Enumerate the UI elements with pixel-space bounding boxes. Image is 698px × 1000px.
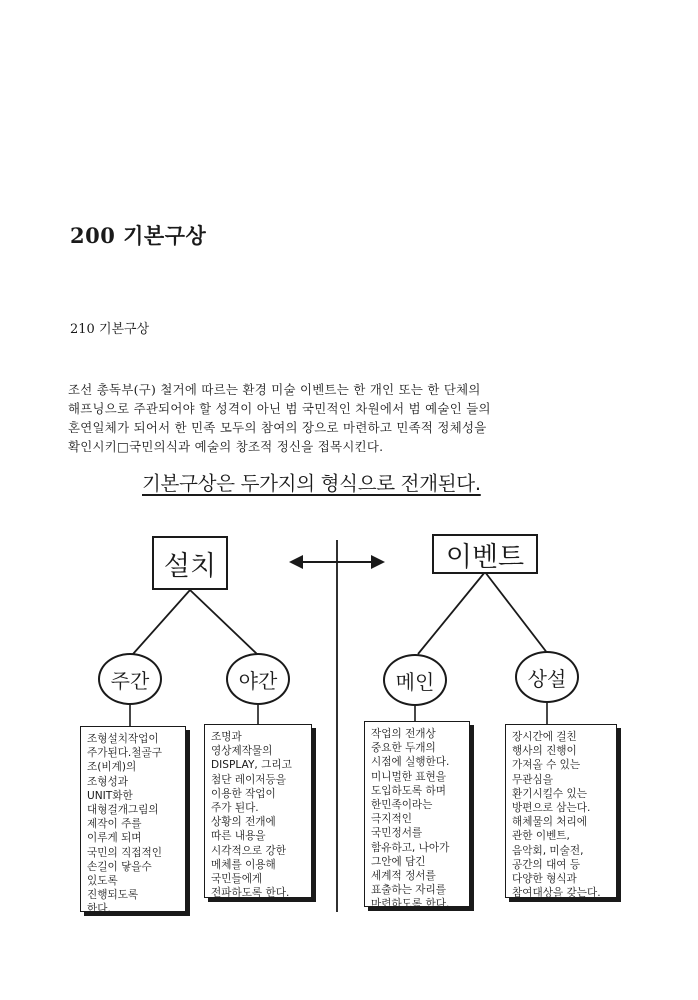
diagram-title: 기본구상은 두가지의 형식으로 전개된다. <box>142 472 481 495</box>
card-line: 이용한 작업이 <box>211 787 276 800</box>
card-line: 해체물의 처리에 <box>512 816 588 829</box>
card-line: UNIT화한 <box>87 789 133 802</box>
card-line: 무관심을 <box>512 773 553 786</box>
paragraph-line: 혼연일체가 되어서 한 민족 모두의 참여의 장으로 마련하고 민족적 정체성을 <box>68 420 487 435</box>
card-line: 공간의 대여 등 <box>512 858 581 871</box>
card-line: 참여대상을 갖는다. <box>512 887 601 900</box>
daytime-label: 주간 <box>110 668 150 693</box>
card-line: 대형걸개그림의 <box>87 804 159 817</box>
card-line: 전파하도록 한다. <box>211 887 290 900</box>
card-line: 한민족이라는 <box>371 799 433 812</box>
card-line: 조(비계)의 <box>87 761 137 774</box>
card-line: 미니멀한 표현을 <box>371 770 447 783</box>
card-line: 이루게 되며 <box>87 832 142 845</box>
card-line: 장시간에 걸친 <box>512 731 577 743</box>
permanent-event-card <box>505 724 617 898</box>
branch-line <box>190 590 257 654</box>
arrow-head-right <box>371 555 385 569</box>
card-line: 관한 이벤트, <box>512 830 570 843</box>
card-line: 한다. <box>87 903 111 916</box>
main-circle <box>383 654 447 706</box>
nighttime-label: 야간 <box>238 668 278 693</box>
daytime-card <box>80 726 186 916</box>
card-line: 표출하는 자리를 <box>371 884 447 897</box>
card-line: 다양한 형식과 <box>512 873 577 886</box>
card-line: 영상제작물의 <box>211 745 273 758</box>
card-line: 주가된다.철골구 <box>87 747 163 760</box>
card-line: 극지적인 <box>371 813 412 826</box>
event-label: 이벤트 <box>445 541 525 573</box>
card-line: 가져올 수 있는 <box>512 759 581 772</box>
card-line: 시각적으로 강한 <box>211 844 287 857</box>
card-line: 첨단 레이저등을 <box>211 773 287 786</box>
card-line: DISPLAY, 그리고 <box>211 759 292 772</box>
branch-line <box>418 572 485 654</box>
card-line: 있도록 <box>87 875 118 888</box>
paragraph-line: 조선 총독부(구) 철거에 따르는 환경 미술 이벤트는 한 개인 또는 한 단체의 <box>68 382 481 397</box>
installation-label: 설치 <box>163 550 217 582</box>
branch-line <box>485 572 548 654</box>
installation-box <box>152 536 228 590</box>
card-line: 환기시킬수 있는 <box>512 787 588 800</box>
card-line: 마련하도록 한다. <box>371 898 450 911</box>
card-line: 조형성과 <box>87 775 128 788</box>
card-line: 조형설치작업이 <box>87 733 159 745</box>
permanent-label: 상설 <box>527 666 567 691</box>
card-line: 주가 된다. <box>211 802 259 815</box>
subsection-heading: 210 기본구상 <box>70 322 150 337</box>
section-heading: 200 기본구상 <box>70 223 207 248</box>
card-line: 따른 내용을 <box>211 830 266 843</box>
card-line: 세계적 정서를 <box>371 870 436 883</box>
daytime-circle <box>98 653 162 705</box>
card-line: 그안에 담긴 <box>371 855 426 868</box>
card-line: 진행되도록 <box>87 889 139 902</box>
card-line: 시점에 실행한다. <box>371 756 450 769</box>
branch-line <box>133 590 190 654</box>
card-line: 조명과 <box>211 731 242 743</box>
event-box <box>432 534 538 574</box>
card-line: 제작이 주를 <box>87 818 142 831</box>
main-label: 메인 <box>395 669 435 694</box>
card-line: 국민정서를 <box>371 827 423 840</box>
card-line: 상황의 전개에 <box>211 816 276 829</box>
card-line: 국민의 직접적인 <box>87 846 163 859</box>
card-line: 손길이 닿을수 <box>87 860 152 873</box>
card-line: 방편으로 삼는다. <box>512 802 591 815</box>
card-line: 음악회, 미술전, <box>512 844 584 857</box>
card-line: 메체를 이용해 <box>211 858 276 871</box>
card-line: 작업의 전개상 <box>371 728 436 740</box>
card-line: 행사의 진행이 <box>512 745 577 758</box>
card-line: 중요한 두개의 <box>371 742 436 755</box>
arrow-head-left <box>289 555 303 569</box>
nighttime-card <box>204 724 312 898</box>
nighttime-circle <box>226 653 290 705</box>
card-line: 국민들에게 <box>211 873 263 886</box>
card-line: 함유하고, 나아가 <box>371 841 450 854</box>
paragraph-line: 해프닝으로 주관되어야 할 성격이 아닌 범 국민적인 차원에서 범 예술인 들의 <box>68 401 491 416</box>
paragraph-line: 확인시키□국민의식과 예술의 창조적 정신을 접목시킨다. <box>68 439 384 454</box>
permanent-circle <box>515 651 579 703</box>
main-event-card <box>364 721 470 911</box>
card-line: 도입하도록 하며 <box>371 784 447 797</box>
